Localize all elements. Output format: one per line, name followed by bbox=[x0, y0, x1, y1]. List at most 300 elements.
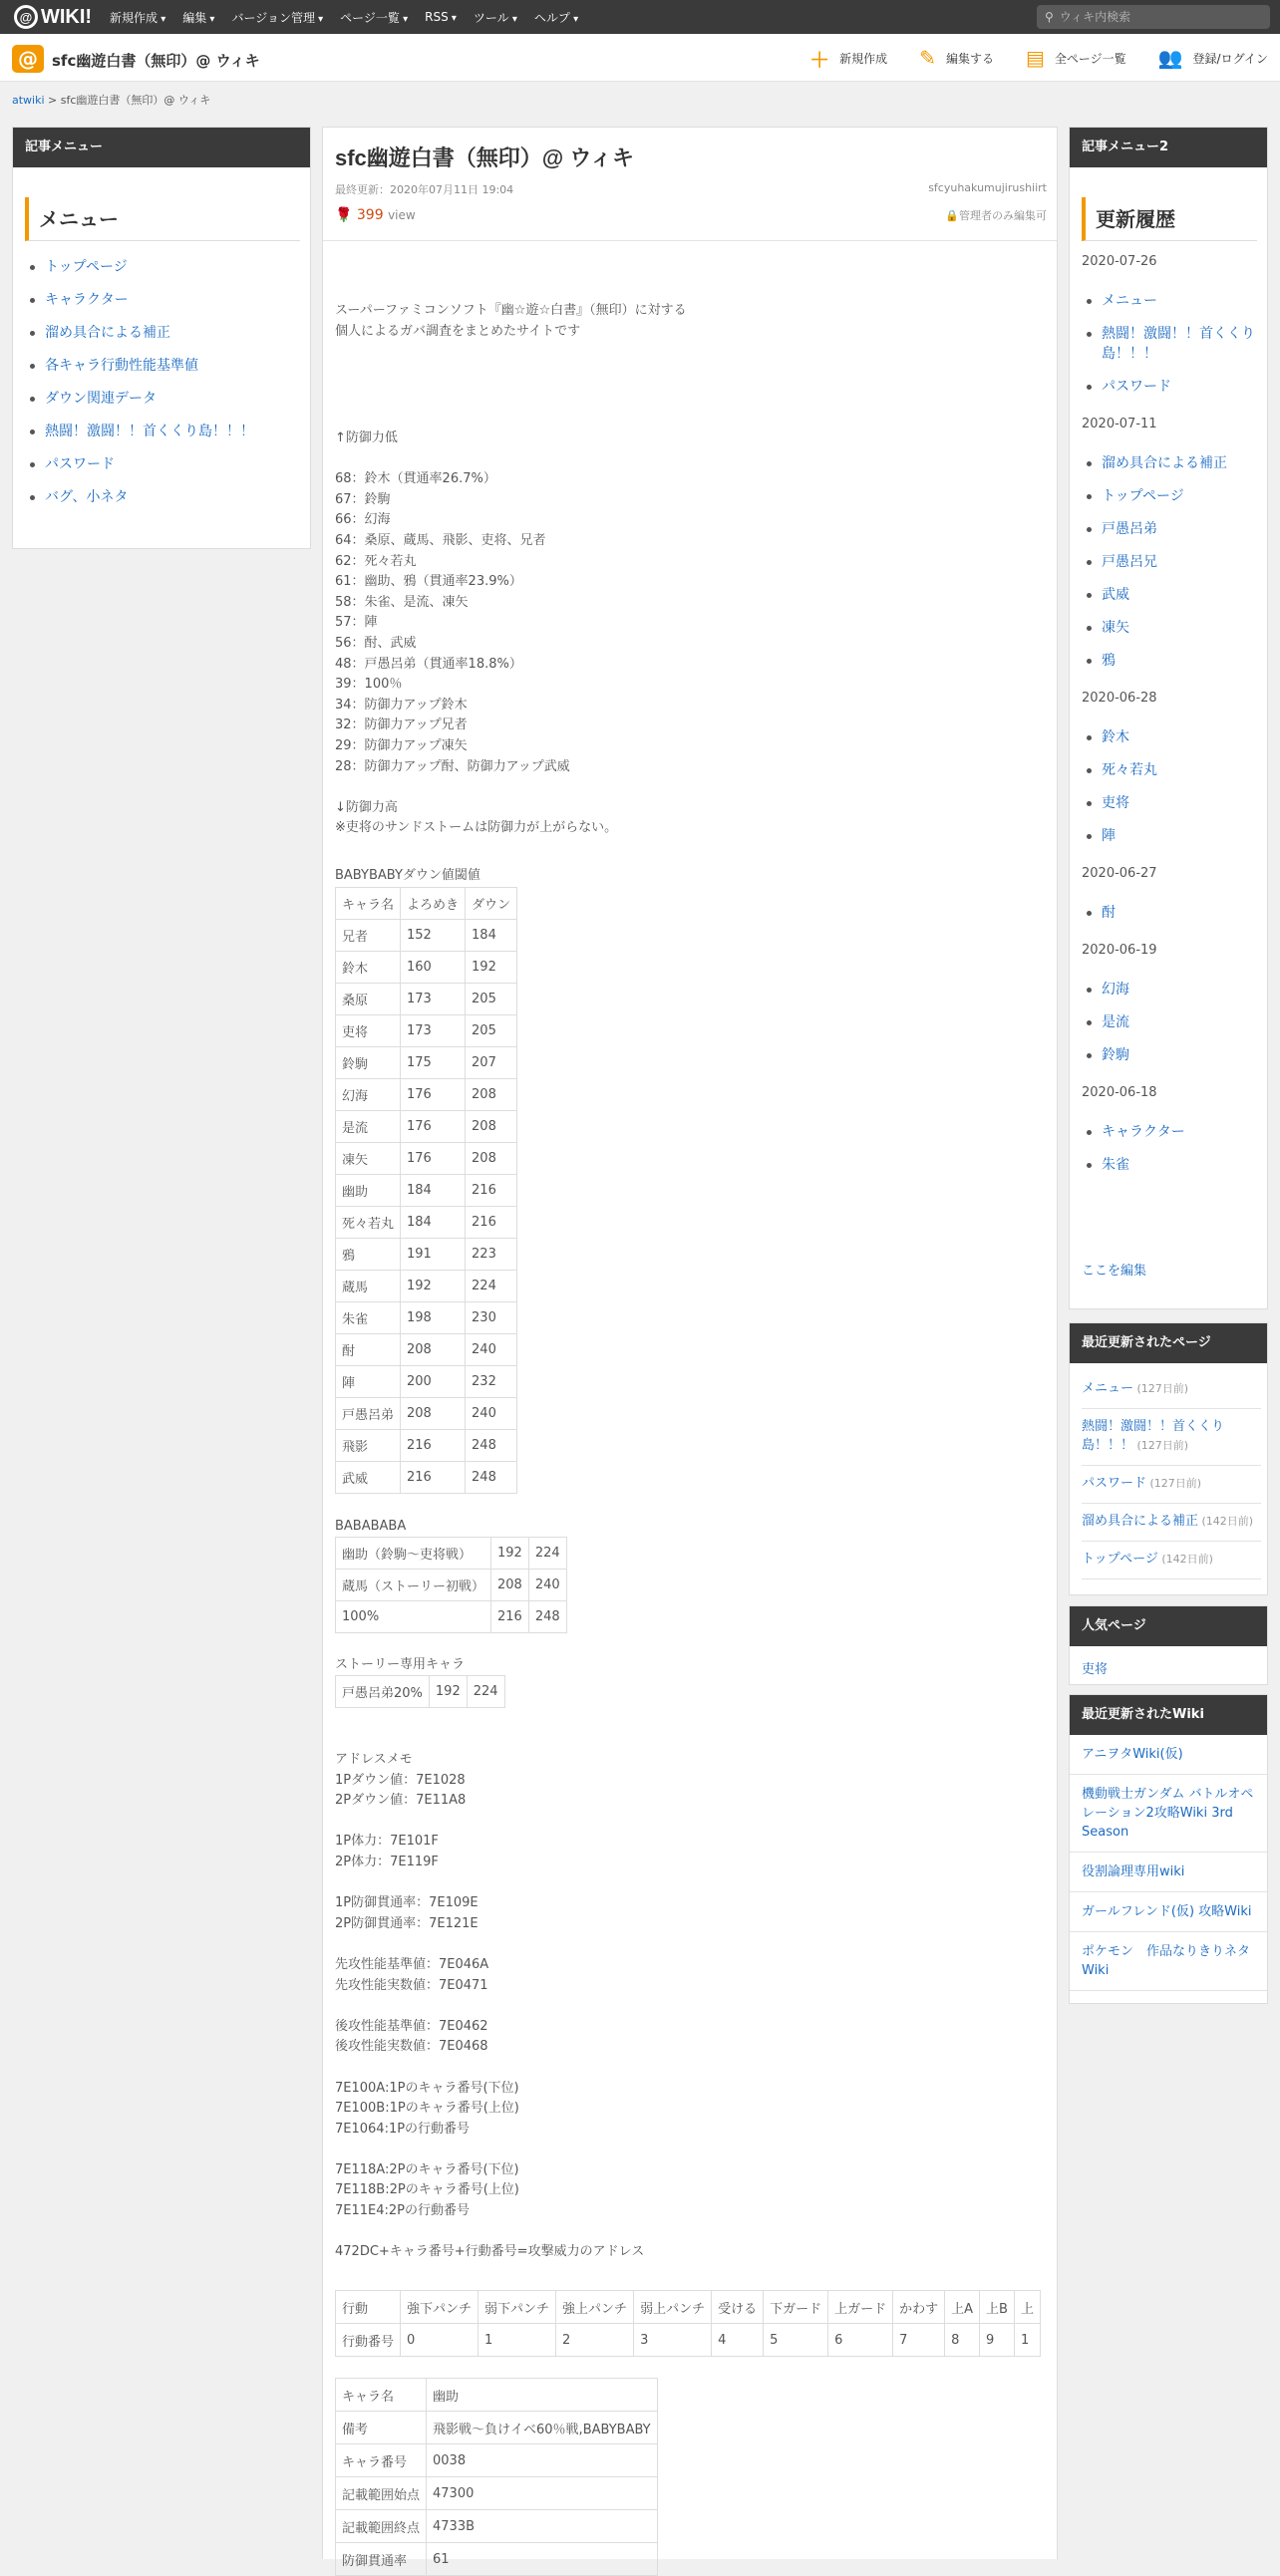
bababa-table bbox=[335, 1537, 567, 1633]
left-menu-item[interactable] bbox=[25, 422, 304, 441]
table-row bbox=[336, 1175, 517, 1207]
table-row bbox=[336, 2510, 658, 2543]
defense-list: ↑防御力低 68：鈴木（貫通率26.7%） 67：鈴駒 66：幻海 64：桑原、蔵馬、飛影、吏将、兄者 62：死々若丸 61：幽助、鴉（貫通率23.9%） 58：朱雀、是流、凍矢 57：陣 56：酎、武威 48：戸愚呂弟（貫通率18.8%） 39：100％ 34：防御力アップ鈴木 32：防御力アップ兄者 29：防御力アップ凍矢 28：防御力アップ酎、防御力アップ武威 ↓防御力高 ※吏将のサンドストームは防御力が上がらない。 bbox=[335, 430, 618, 836]
view-unit: view bbox=[388, 208, 416, 222]
history-link[interactable]: 吏将 bbox=[1102, 795, 1129, 811]
recent-wiki-link[interactable]: 機動戦士ガンダム バトルオペレーション2攻略Wiki 3rd Season bbox=[1082, 1787, 1254, 1840]
table-cell: 208 bbox=[466, 1143, 517, 1175]
table-cell: 1 bbox=[479, 2324, 556, 2357]
table-cell: 3 bbox=[634, 2324, 712, 2357]
history-date: 2020-06-28 bbox=[1082, 691, 1157, 706]
history-item[interactable] bbox=[1082, 793, 1267, 813]
action-table-wrapper bbox=[335, 2290, 1047, 2366]
login-button[interactable] bbox=[1158, 46, 1268, 70]
history-date: 2020-07-26 bbox=[1082, 254, 1157, 269]
left-menu-item[interactable] bbox=[25, 323, 304, 343]
search-input[interactable] bbox=[1060, 10, 1259, 24]
table-cell: 8 bbox=[945, 2324, 980, 2357]
table-cell: 232 bbox=[466, 1366, 517, 1398]
table-row bbox=[336, 1462, 517, 1494]
table-cell: 朱雀 bbox=[336, 1302, 401, 1334]
history-item[interactable] bbox=[1082, 618, 1267, 638]
babybaby-caption: BABYBABYダウン値閾値 bbox=[335, 868, 480, 883]
lock-icon: 🔒 bbox=[945, 209, 959, 222]
table-row bbox=[336, 888, 517, 920]
author-name[interactable]: sfcyuhakumujirushiirt bbox=[928, 181, 1047, 194]
table-cell: 鈴木 bbox=[336, 952, 401, 984]
page-list-icon: ▤ bbox=[1025, 46, 1045, 70]
table-cell: 216 bbox=[466, 1207, 517, 1239]
table-cell: 224 bbox=[528, 1538, 566, 1570]
history-item[interactable] bbox=[1082, 291, 1267, 311]
recent-pages-box bbox=[1069, 1322, 1268, 1595]
history-item[interactable] bbox=[1082, 453, 1267, 473]
table-row bbox=[336, 2444, 658, 2477]
history-link[interactable]: 鈴駒 bbox=[1102, 1047, 1129, 1063]
table-cell: 47300 bbox=[427, 2477, 658, 2510]
recent-page-link[interactable]: トップページ bbox=[1082, 1552, 1158, 1567]
edit-page-button[interactable] bbox=[919, 46, 994, 70]
table-cell: 184 bbox=[466, 920, 517, 952]
table-cell: 弱下パンチ bbox=[479, 2291, 556, 2324]
table-cell: 184 bbox=[401, 1207, 466, 1239]
table-cell: ダウン bbox=[466, 888, 517, 920]
table-cell: 240 bbox=[466, 1398, 517, 1430]
table-cell: キャラ名 bbox=[336, 888, 401, 920]
left-menu-box bbox=[12, 127, 311, 549]
story-caption: ストーリー専用キャラ bbox=[335, 1657, 466, 1672]
table-row bbox=[336, 2379, 658, 2412]
recent-wiki-link[interactable]: ポケモン 作品なりきりネタWiki bbox=[1082, 1944, 1251, 1978]
history-list bbox=[1082, 980, 1267, 1065]
table-cell: 216 bbox=[466, 1175, 517, 1207]
table-row bbox=[336, 1079, 517, 1111]
history-link[interactable]: トップページ bbox=[1102, 488, 1184, 504]
table-cell: 7 bbox=[893, 2324, 945, 2357]
recent-page-age: (142日前) bbox=[1157, 1553, 1213, 1566]
table-cell: 192 bbox=[401, 1271, 466, 1302]
table-cell: 224 bbox=[467, 1676, 504, 1708]
table-cell: 205 bbox=[466, 984, 517, 1015]
recent-wikis-title: 最近更新されたWiki bbox=[1070, 1695, 1267, 1735]
table-cell: 208 bbox=[466, 1111, 517, 1143]
left-menu-link[interactable]: ダウン関連データ bbox=[45, 391, 157, 407]
recent-wiki-link[interactable]: 役割論理専用wiki bbox=[1082, 1864, 1185, 1879]
table-cell: 248 bbox=[466, 1462, 517, 1494]
table-row bbox=[336, 1015, 517, 1047]
table-cell: 198 bbox=[401, 1302, 466, 1334]
table-row bbox=[336, 1366, 517, 1398]
table-cell: 行動番号 bbox=[336, 2324, 401, 2357]
table-cell: 173 bbox=[401, 1015, 466, 1047]
babybaby-table bbox=[335, 887, 517, 1494]
left-menu-item[interactable] bbox=[25, 454, 304, 474]
table-cell: 鴉 bbox=[336, 1239, 401, 1271]
recent-page-link[interactable]: 溜め具合による補正 bbox=[1082, 1514, 1199, 1529]
table-cell: 備考 bbox=[336, 2412, 427, 2444]
table-row bbox=[336, 984, 517, 1015]
history-list bbox=[1082, 453, 1267, 671]
address-memo: アドレスメモ 1Pダウン値：7E1028 2Pダウン値：7E11A8 1P体力：7E101F 2P体力：7E119F 1P防御貫通率：7E109E 2P防御貫通率：7E121E 先攻性能基準値：7E046A 先攻性能実数値：7E0471 後攻性能基準値：7E0462 後攻性能実数値：7E0468 7E100A:1Pのキャラ番号(下位) 7E100B:1Pのキャラ番号(上位) 7E1064:1Pの行動番号 7E118A:2Pのキャラ番号(下位) 7E118B:2Pのキャラ番号(上位) 7E11E4:2Pの行動番号 472DC+キャラ番号+行動番号=攻撃威力のアドレス bbox=[335, 1752, 645, 2260]
recent-wiki-link[interactable]: ガールフレンド(仮) 攻略Wiki bbox=[1082, 1904, 1252, 1919]
table-cell: 240 bbox=[466, 1334, 517, 1366]
history-item[interactable] bbox=[1082, 1012, 1267, 1032]
menu-help[interactable]: ヘルプ ▾ bbox=[534, 9, 578, 26]
popular-title: 人気ページ bbox=[1070, 1606, 1267, 1646]
history-list bbox=[1082, 291, 1267, 397]
table-cell: 224 bbox=[466, 1271, 517, 1302]
table-cell: 4733B bbox=[427, 2510, 658, 2543]
divider bbox=[323, 240, 1057, 241]
table-cell: 幽助 bbox=[427, 2379, 658, 2412]
history-date: 2020-06-18 bbox=[1082, 1085, 1157, 1100]
table-cell: 223 bbox=[466, 1239, 517, 1271]
table-cell: 戸愚呂弟20% bbox=[336, 1676, 430, 1708]
table-cell: 230 bbox=[466, 1302, 517, 1334]
recent-page-item[interactable] bbox=[1082, 1542, 1261, 1579]
table-cell: 248 bbox=[528, 1601, 566, 1633]
table-cell: 208 bbox=[466, 1079, 517, 1111]
header-actions bbox=[778, 34, 1268, 82]
left-menu-link[interactable]: バグ、小ネタ bbox=[45, 489, 129, 505]
breadcrumb-current: sfc幽遊白書（無印）@ ウィキ bbox=[60, 94, 211, 107]
edit-permission-label: 管理者のみ編集可 bbox=[959, 209, 1047, 222]
left-menu-item[interactable] bbox=[25, 487, 304, 507]
recent-pages-title: 最近更新されたページ bbox=[1070, 1323, 1267, 1363]
recent-page-link[interactable]: パスワード bbox=[1082, 1476, 1147, 1491]
recent-page-item[interactable] bbox=[1082, 1504, 1261, 1542]
history-link[interactable]: 凍矢 bbox=[1102, 620, 1129, 636]
plus-icon: ＋ bbox=[809, 47, 830, 72]
table-cell: 武威 bbox=[336, 1462, 401, 1494]
left-menu-link[interactable]: トップページ bbox=[45, 259, 128, 275]
history-link[interactable]: キャラクター bbox=[1102, 1124, 1185, 1140]
recent-page-age: (142日前) bbox=[1198, 1515, 1254, 1528]
table-cell: 凍矢 bbox=[336, 1143, 401, 1175]
table-row bbox=[336, 1601, 567, 1633]
table-cell: 192 bbox=[429, 1676, 467, 1708]
history-date: 2020-06-19 bbox=[1082, 943, 1157, 958]
history-link[interactable]: 鈴木 bbox=[1102, 729, 1129, 745]
table-cell: 4 bbox=[712, 2324, 764, 2357]
edit-permission bbox=[945, 207, 1047, 223]
menu-edit[interactable]: 編集 ▾ bbox=[182, 9, 214, 26]
history-list bbox=[1082, 727, 1267, 846]
left-menu-list bbox=[25, 257, 304, 520]
site-header bbox=[0, 34, 1280, 82]
table-cell: 0038 bbox=[427, 2444, 658, 2477]
table-cell: 酎 bbox=[336, 1334, 401, 1366]
table-cell: 160 bbox=[401, 952, 466, 984]
table-cell: 192 bbox=[491, 1538, 529, 1570]
history-date: 2020-06-27 bbox=[1082, 866, 1157, 881]
bababa-caption: BABABABA bbox=[335, 1519, 407, 1534]
menu-version[interactable]: バージョン管理 ▾ bbox=[231, 9, 323, 26]
recent-pages-list bbox=[1082, 1371, 1261, 1579]
history-link[interactable]: 是流 bbox=[1102, 1014, 1129, 1030]
table-cell: 191 bbox=[401, 1239, 466, 1271]
char-table-wrapper bbox=[335, 2378, 734, 2569]
menu-tools[interactable]: ツール ▾ bbox=[474, 9, 517, 26]
table-cell: 上ガード bbox=[828, 2291, 893, 2324]
logo-text: WIKI! bbox=[41, 5, 93, 28]
table-cell: 蔵馬（ストーリー初戦） bbox=[336, 1570, 491, 1601]
table-cell: 208 bbox=[491, 1570, 529, 1601]
table-cell: 上A bbox=[945, 2291, 980, 2324]
left-menu-item[interactable] bbox=[25, 290, 304, 310]
table-cell: 61 bbox=[427, 2543, 658, 2576]
table-cell: 216 bbox=[401, 1430, 466, 1462]
action-table bbox=[335, 2290, 1041, 2357]
table-cell: 鈴駒 bbox=[336, 1047, 401, 1079]
table-cell: キャラ番号 bbox=[336, 2444, 427, 2477]
table-row bbox=[336, 1538, 567, 1570]
last-updated: 最終更新：2020年07月11日 19:04 bbox=[335, 183, 514, 196]
table-cell: 上B bbox=[980, 2291, 1015, 2324]
history-link[interactable]: 幻海 bbox=[1102, 982, 1129, 998]
new-page-label: 新規作成 bbox=[839, 51, 888, 66]
table-cell: 207 bbox=[466, 1047, 517, 1079]
recent-wiki-link[interactable]: アニヲタWiki(仮) bbox=[1082, 1747, 1183, 1762]
page-list-button[interactable] bbox=[1026, 46, 1126, 70]
history-link[interactable]: メニュー bbox=[1102, 293, 1157, 309]
edit-page-label: 編集する bbox=[945, 51, 994, 66]
history-link[interactable]: 熱闘！激闘！！首くくり島！！！ bbox=[1102, 326, 1255, 362]
table-cell: 100% bbox=[336, 1601, 491, 1633]
recent-wiki-item[interactable] bbox=[1070, 1775, 1267, 1853]
history-item[interactable] bbox=[1082, 552, 1267, 572]
table-row bbox=[336, 920, 517, 952]
table-row bbox=[336, 1676, 505, 1708]
history-link[interactable]: 戸愚呂兄 bbox=[1102, 554, 1157, 570]
table-row bbox=[336, 1047, 517, 1079]
table-cell: 幽助 bbox=[336, 1175, 401, 1207]
table-cell: 戸愚呂弟 bbox=[336, 1398, 401, 1430]
site-title[interactable]: sfc幽遊白書（無印）@ ウィキ bbox=[52, 52, 260, 70]
history-item[interactable] bbox=[1082, 980, 1267, 1000]
left-menu-item[interactable] bbox=[25, 257, 304, 277]
table-cell: 受ける bbox=[712, 2291, 764, 2324]
table-cell: キャラ名 bbox=[336, 2379, 427, 2412]
table-cell: 強上パンチ bbox=[556, 2291, 634, 2324]
table-row bbox=[336, 2412, 658, 2444]
table-cell: 吏将 bbox=[336, 1015, 401, 1047]
history-link[interactable]: 酎 bbox=[1102, 905, 1116, 921]
history-item[interactable] bbox=[1082, 585, 1267, 605]
history-link[interactable]: 戸愚呂弟 bbox=[1102, 521, 1157, 537]
recent-page-item[interactable] bbox=[1082, 1371, 1261, 1409]
table-row bbox=[336, 1271, 517, 1302]
recent-wiki-item[interactable] bbox=[1070, 1932, 1267, 1991]
table-row bbox=[336, 1143, 517, 1175]
table-cell: 240 bbox=[528, 1570, 566, 1601]
view-counter bbox=[335, 207, 416, 223]
history-link[interactable]: 武威 bbox=[1102, 587, 1129, 603]
table-row bbox=[336, 1239, 517, 1271]
breadcrumb-separator: > bbox=[44, 94, 61, 107]
left-menu-title: 記事メニュー bbox=[13, 128, 310, 167]
table-row bbox=[336, 952, 517, 984]
table-cell: 記載範囲終点 bbox=[336, 2510, 427, 2543]
table-row bbox=[336, 1570, 567, 1601]
global-navbar bbox=[0, 0, 1280, 34]
table-row bbox=[336, 1398, 517, 1430]
history-link[interactable]: 鴉 bbox=[1102, 653, 1116, 669]
table-cell: 記載範囲始点 bbox=[336, 2477, 427, 2510]
history-link[interactable]: 溜め具合による補正 bbox=[1102, 455, 1227, 471]
table-cell: 175 bbox=[401, 1047, 466, 1079]
table-cell: 兄者 bbox=[336, 920, 401, 952]
left-menu-link[interactable]: キャラクター bbox=[45, 292, 129, 308]
history-item[interactable] bbox=[1082, 1045, 1267, 1065]
table-cell: 248 bbox=[466, 1430, 517, 1462]
table-cell: 0 bbox=[401, 2324, 479, 2357]
recent-page-item[interactable] bbox=[1082, 1466, 1261, 1504]
table-cell: 200 bbox=[401, 1366, 466, 1398]
table-cell: かわす bbox=[893, 2291, 945, 2324]
table-cell: 176 bbox=[401, 1143, 466, 1175]
pencil-icon: ✎ bbox=[919, 46, 936, 70]
history-item[interactable] bbox=[1082, 519, 1267, 539]
site-logo-icon[interactable]: @ bbox=[12, 45, 44, 73]
left-menu-link[interactable]: 溜め具合による補正 bbox=[45, 325, 170, 341]
right-menu-title: 記事メニュー2 bbox=[1070, 128, 1267, 167]
recent-page-age: (127日前) bbox=[1133, 1439, 1189, 1452]
at-logo-icon: @ bbox=[14, 5, 38, 29]
table-cell: 蔵馬 bbox=[336, 1271, 401, 1302]
user-add-icon: 👥 bbox=[1157, 46, 1183, 70]
table-cell: 208 bbox=[401, 1398, 466, 1430]
history-heading: 更新履歴 bbox=[1082, 197, 1257, 241]
view-icon: 🌹 bbox=[335, 207, 353, 223]
table-cell: 飛影戦～負けイベ60％戦,BABYBABY bbox=[427, 2412, 658, 2444]
atwiki-logo[interactable] bbox=[14, 5, 92, 29]
breadcrumb bbox=[12, 92, 210, 108]
popular-box bbox=[1069, 1605, 1268, 1685]
wiki-search bbox=[1037, 5, 1270, 29]
popular-item[interactable]: 吏将 bbox=[1082, 1662, 1109, 1677]
right-menu-box bbox=[1069, 127, 1268, 1309]
table-row bbox=[336, 1430, 517, 1462]
history-item[interactable] bbox=[1082, 651, 1267, 671]
table-cell: 152 bbox=[401, 920, 466, 952]
table-row bbox=[336, 1302, 517, 1334]
table-cell: 2 bbox=[556, 2324, 634, 2357]
page-list-label: 全ページ一覧 bbox=[1054, 51, 1126, 66]
menu-new[interactable]: 新規作成 ▾ bbox=[110, 9, 165, 26]
recent-wiki-item[interactable] bbox=[1070, 1735, 1267, 1775]
history-item[interactable] bbox=[1082, 1122, 1267, 1142]
table-row bbox=[336, 1334, 517, 1366]
recent-page-item[interactable] bbox=[1082, 1409, 1261, 1466]
history-link[interactable]: パスワード bbox=[1102, 379, 1171, 395]
history-link[interactable]: 陣 bbox=[1102, 828, 1116, 844]
article bbox=[322, 127, 1058, 2569]
recent-page-link[interactable]: メニュー bbox=[1082, 1381, 1134, 1396]
table-cell: 上 bbox=[1014, 2291, 1040, 2324]
left-menu-link[interactable]: 各キャラ行動性能基準値 bbox=[45, 358, 198, 374]
breadcrumb-home[interactable]: atwiki bbox=[12, 94, 45, 107]
left-menu-link[interactable]: パスワード bbox=[45, 456, 115, 472]
left-menu-item[interactable] bbox=[25, 389, 304, 409]
table-cell: 192 bbox=[466, 952, 517, 984]
recent-page-link[interactable]: 熱闘！激闘！！首くくり島！！！ bbox=[1082, 1419, 1225, 1453]
table-cell: 184 bbox=[401, 1175, 466, 1207]
left-menu-link[interactable]: 熱闘！激闘！！首くくり島！！！ bbox=[45, 424, 254, 439]
table-row bbox=[336, 1111, 517, 1143]
table-cell: 176 bbox=[401, 1079, 466, 1111]
history-item[interactable] bbox=[1082, 903, 1267, 923]
search-icon[interactable]: ⚲ bbox=[1045, 10, 1054, 24]
table-cell: 死々若丸 bbox=[336, 1207, 401, 1239]
left-menu-heading: メニュー bbox=[25, 197, 300, 241]
table-cell: 強下パンチ bbox=[401, 2291, 479, 2324]
table-cell: 5 bbox=[764, 2324, 828, 2357]
table-cell: 桑原 bbox=[336, 984, 401, 1015]
story-table bbox=[335, 1675, 505, 1708]
table-cell: 176 bbox=[401, 1111, 466, 1143]
history-item[interactable] bbox=[1082, 1155, 1267, 1175]
history-item[interactable] bbox=[1082, 727, 1267, 747]
recent-wiki-item[interactable] bbox=[1070, 1892, 1267, 1932]
menu-rss[interactable]: RSS ▾ bbox=[425, 10, 457, 24]
history-item[interactable] bbox=[1082, 826, 1267, 846]
table-cell: よろめき bbox=[401, 888, 466, 920]
table-cell: 208 bbox=[401, 1334, 466, 1366]
table-row bbox=[336, 2324, 1041, 2357]
update-history bbox=[1082, 254, 1267, 1195]
left-menu-item[interactable] bbox=[25, 356, 304, 376]
history-link[interactable]: 朱雀 bbox=[1102, 1157, 1129, 1173]
menu-page-list[interactable]: ページ一覧 ▾ bbox=[340, 9, 408, 26]
history-item[interactable] bbox=[1082, 760, 1267, 780]
intro-text: スーパーファミコンソフト『幽☆遊☆白書』（無印）に対する 個人によるガバ調査をまとめたサイトです bbox=[335, 303, 687, 339]
table-row bbox=[336, 1207, 517, 1239]
global-menu bbox=[110, 0, 595, 34]
table-cell: 防御貫通率 bbox=[336, 2543, 427, 2576]
history-item[interactable] bbox=[1082, 324, 1267, 364]
history-date: 2020-07-11 bbox=[1082, 417, 1157, 431]
login-label: 登録/ログイン bbox=[1192, 51, 1268, 66]
view-count: 399 bbox=[356, 207, 384, 223]
history-list bbox=[1082, 903, 1267, 923]
table-cell: 216 bbox=[491, 1601, 529, 1633]
history-item[interactable] bbox=[1082, 377, 1267, 397]
history-list bbox=[1082, 1122, 1267, 1175]
table-cell: 弱上パンチ bbox=[634, 2291, 712, 2324]
table-cell: 173 bbox=[401, 984, 466, 1015]
table-cell: 下ガード bbox=[764, 2291, 828, 2324]
table-cell: 行動 bbox=[336, 2291, 401, 2324]
table-row bbox=[336, 2291, 1041, 2324]
table-cell: 幽助（鈴駒～吏将戦） bbox=[336, 1538, 491, 1570]
table-cell: 9 bbox=[980, 2324, 1015, 2357]
table-cell: 幻海 bbox=[336, 1079, 401, 1111]
table-cell: 6 bbox=[828, 2324, 893, 2357]
new-page-button[interactable] bbox=[809, 44, 887, 73]
edit-this-link[interactable]: ここを編集 bbox=[1082, 1264, 1147, 1279]
table-cell: 1 bbox=[1014, 2324, 1040, 2357]
history-item[interactable] bbox=[1082, 486, 1267, 506]
table-cell: 陣 bbox=[336, 1366, 401, 1398]
recent-wikis-box bbox=[1069, 1694, 1268, 2004]
page-title: sfc幽遊白書（無印）@ ウィキ bbox=[335, 145, 635, 170]
recent-wiki-item[interactable] bbox=[1070, 1853, 1267, 1892]
table-row bbox=[336, 2477, 658, 2510]
recent-wikis-list bbox=[1070, 1735, 1267, 1991]
recent-page-age: (127日前) bbox=[1146, 1477, 1202, 1490]
history-link[interactable]: 死々若丸 bbox=[1102, 762, 1157, 778]
